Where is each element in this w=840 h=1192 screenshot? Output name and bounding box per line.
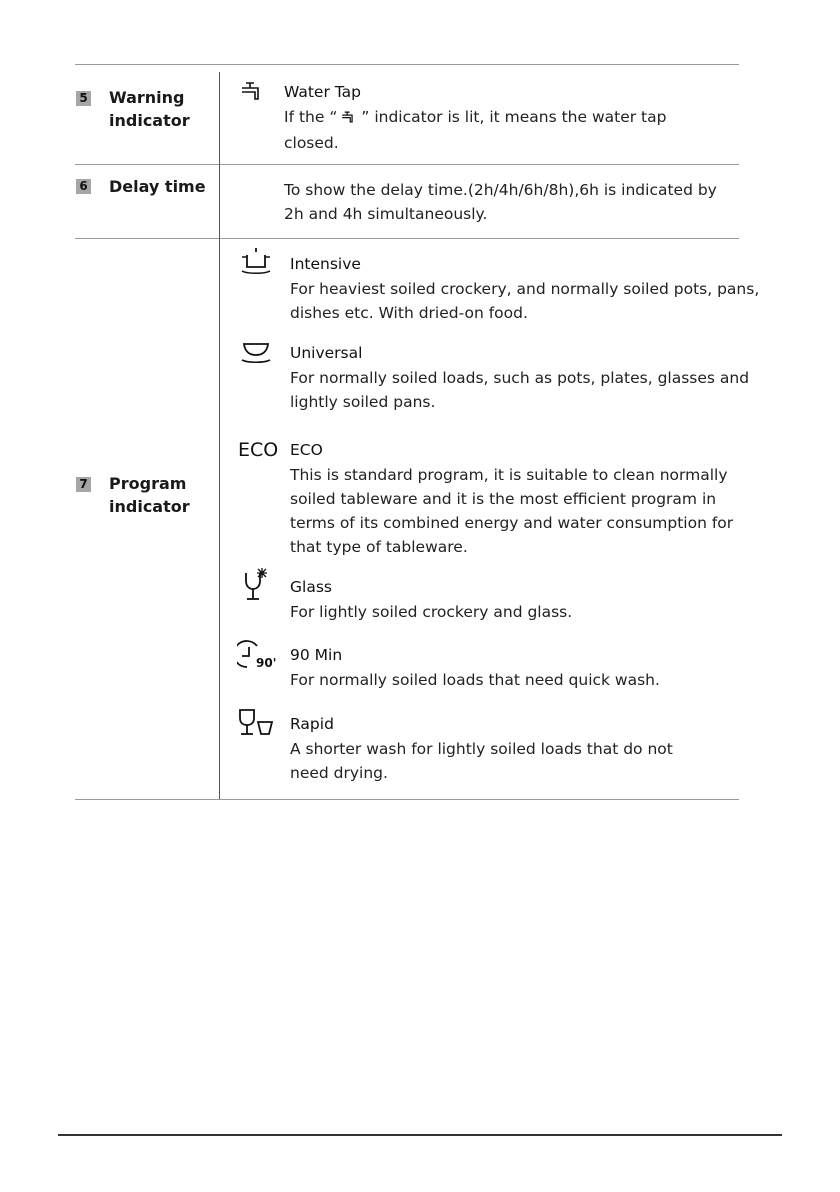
row-number-badge: 6 (76, 179, 91, 194)
program-title-intensive: Intensive (290, 255, 361, 273)
program-desc-90-min (290, 668, 760, 692)
row-divider-6-7 (75, 238, 739, 239)
desc-line: need drying. (290, 764, 388, 782)
eco-icon: ECO (238, 439, 279, 461)
warning-desc-line2: closed. (284, 134, 339, 152)
desc-line: For heaviest soiled crockery, and normally soiled pots, pans, (290, 280, 760, 298)
program-desc-rapid (290, 737, 760, 785)
glass-icon (244, 567, 270, 603)
water-tap-icon (240, 81, 266, 101)
warning-desc-after: ” indicator is lit, it means the water tap (361, 108, 667, 126)
delay-description (284, 178, 734, 226)
row-number-badge: 5 (76, 91, 91, 106)
program-title-eco: ECO (290, 441, 323, 459)
program-desc-eco (290, 463, 760, 559)
row-label-program-indicator: Program indicator (109, 474, 190, 516)
water-tap-icon (341, 107, 357, 131)
program-desc-universal (290, 366, 760, 414)
program-desc-glass (290, 600, 760, 624)
intensive-pot-icon (239, 247, 273, 275)
row-divider-5-6 (75, 164, 739, 165)
desc-line: For normally soiled loads that need quick wash. (290, 671, 660, 689)
warning-title: Water Tap (284, 83, 361, 101)
desc-line: A shorter wash for lightly soiled loads that do not (290, 740, 673, 758)
program-title-glass: Glass (290, 578, 332, 596)
desc-line: soiled tableware and it is the most efficient program in (290, 490, 717, 508)
desc-line: This is standard program, it is suitable to clean normally (290, 466, 728, 484)
program-title-90-min: 90 Min (290, 646, 343, 664)
desc-line: terms of its combined energy and water consumption for (290, 514, 734, 532)
table-bottom-rule (75, 799, 739, 800)
desc-line: dishes etc. With dried-on food. (290, 304, 528, 322)
desc-line: that type of tableware. (290, 538, 468, 556)
program-title-universal: Universal (290, 344, 363, 362)
desc-line: lightly soiled pans. (290, 393, 436, 411)
column-divider (219, 72, 220, 799)
warning-description (284, 105, 724, 155)
desc-line: For lightly soiled crockery and glass. (290, 603, 573, 621)
rapid-glass-cup-icon (238, 708, 274, 738)
delay-desc-line2: 2h and 4h simultaneously. (284, 205, 488, 223)
row-number-badge: 7 (76, 477, 91, 492)
page-footer-rule (58, 1134, 782, 1136)
delay-desc-line1: To show the delay time.(2h/4h/6h/8h),6h is indicated by (284, 181, 717, 199)
clock-90-label: 90' (256, 656, 277, 670)
program-desc-intensive (290, 277, 760, 325)
program-title-rapid: Rapid (290, 715, 334, 733)
universal-bowl-icon (240, 340, 272, 364)
warning-desc-before: If the “ (284, 108, 338, 126)
table-top-rule (75, 64, 739, 65)
desc-line: For normally soiled loads, such as pots, plates, glasses and (290, 369, 750, 387)
row-label-warning-indicator: Warning indicator (109, 88, 190, 130)
row-label-delay-time: Delay time (109, 177, 206, 196)
